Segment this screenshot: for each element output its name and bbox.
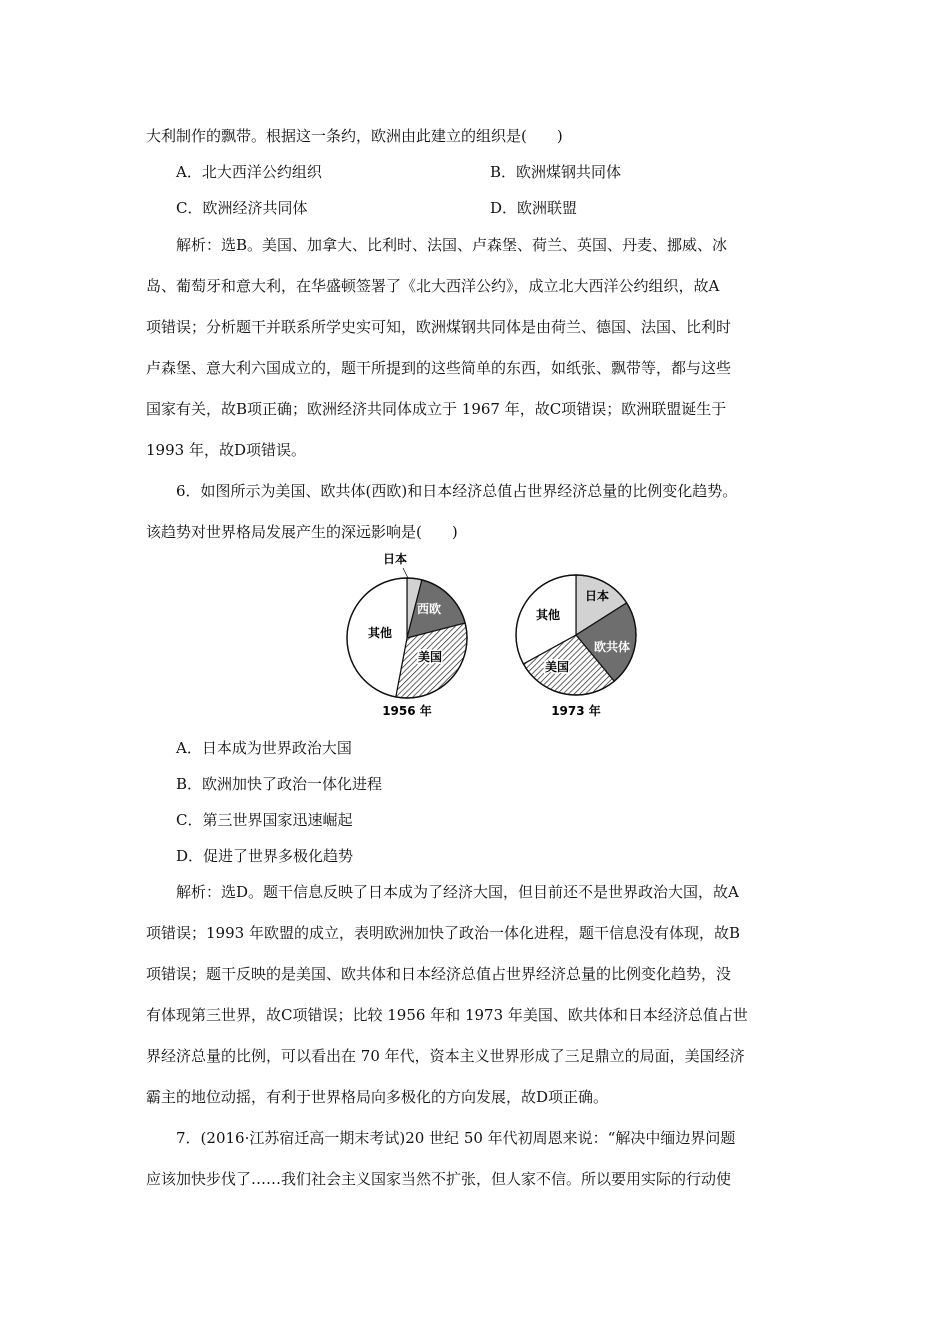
q5-option-b: B．欧洲煤钢共同体 [490, 163, 622, 181]
q6-option-a: A．日本成为世界政治大国 [176, 739, 352, 757]
q6-option-d: D．促进了世界多极化趋势 [176, 847, 354, 865]
pie-1973 [516, 575, 636, 695]
q5-option-c: C．欧洲经济共同体 [176, 199, 308, 217]
q5-analysis-line: 1993 年，故D项错误。 [146, 441, 306, 459]
pie-charts-figure [335, 548, 665, 728]
q5-option-d: D．欧洲联盟 [490, 199, 578, 217]
pie-1973-label-other: 其他 [535, 608, 561, 622]
pie-1956-title: 1956 年 [382, 704, 432, 718]
q5-analysis-line: 卢森堡、意大利六国成立的，题干所提到的这些简单的东西，如纸张、飘带等，都与这些 [146, 359, 732, 377]
pie-1956-label-west-europe: 西欧 [416, 602, 442, 616]
pie-1956-label-other: 其他 [367, 626, 393, 640]
pie-1973-label-usa: 美国 [544, 660, 570, 674]
q7-stem-line: 应该加快步伐了……我们社会主义国家当然不扩张，但人家不信。所以要用实际的行动使 [146, 1170, 732, 1188]
q6-option-c: C．第三世界国家迅速崛起 [176, 811, 353, 829]
q5-analysis-line: 项错误；分析题干并联系所学史实可知，欧洲煤钢共同体是由荷兰、德国、法国、比利时 [146, 318, 732, 336]
q5-stem: 大利制作的飘带。根据这一条约，欧洲由此建立的组织是( ) [146, 127, 563, 145]
pie-1973-title: 1973 年 [551, 704, 601, 718]
q7-stem-line: 7．(2016·江苏宿迁高一期末考试)20 世纪 50 年代初周恩来说：“解决中缅边界问题 [176, 1129, 736, 1147]
q5-option-a: A．北大西洋公约组织 [176, 163, 322, 181]
q6-option-b: B．欧洲加快了政治一体化进程 [176, 775, 383, 793]
pie-1956 [347, 578, 467, 698]
pie-1973-label-japan: 日本 [584, 589, 610, 603]
pie-1973-label-ec: 欧共体 [593, 640, 631, 654]
q6-analysis-line: 有体现第三世界，故C项错误；比较 1956 年和 1973 年美国、欧共体和日本经济总值占世 [146, 1006, 748, 1024]
q6-stem-line: 6．如图所示为美国、欧共体(西欧)和日本经济总值占世界经济总量的比例变化趋势。 [176, 482, 738, 500]
pie-1956-label-japan: 日本 [382, 552, 408, 566]
q5-analysis-line: 岛、葡萄牙和意大利，在华盛顿签署了《北大西洋公约》，成立北大西洋公约组织，故A [146, 277, 720, 295]
pie-1956-label-usa: 美国 [417, 650, 443, 664]
q6-analysis-line: 项错误；题干反映的是美国、欧共体和日本经济总值占世界经济总量的比例变化趋势，没 [146, 965, 732, 983]
q6-analysis-line: 霸主的地位动摇，有利于世界格局向多极化的方向发展，故D项正确。 [146, 1088, 609, 1106]
pie-1956-japan-leader [403, 568, 408, 578]
q5-analysis-line: 解析：选B。美国、加拿大、比利时、法国、卢森堡、荷兰、英国、丹麦、挪威、冰 [176, 236, 728, 254]
q6-analysis-line: 解析：选D。题干信息反映了日本成为了经济大国，但目前还不是世界政治大国，故A [176, 883, 739, 901]
q5-analysis-line: 国家有关，故B项正确；欧洲经济共同体成立于 1967 年，故C项错误；欧洲联盟诞生于 [146, 400, 727, 418]
q6-analysis-line: 项错误；1993 年欧盟的成立，表明欧洲加快了政治一体化进程，题干信息没有体现，故B [146, 924, 740, 942]
q6-analysis-line: 界经济总量的比例，可以看出在 70 年代，资本主义世界形成了三足鼎立的局面，美国经济 [146, 1047, 745, 1065]
q6-stem-line: 该趋势对世界格局发展产生的深远影响是( ) [146, 523, 458, 541]
